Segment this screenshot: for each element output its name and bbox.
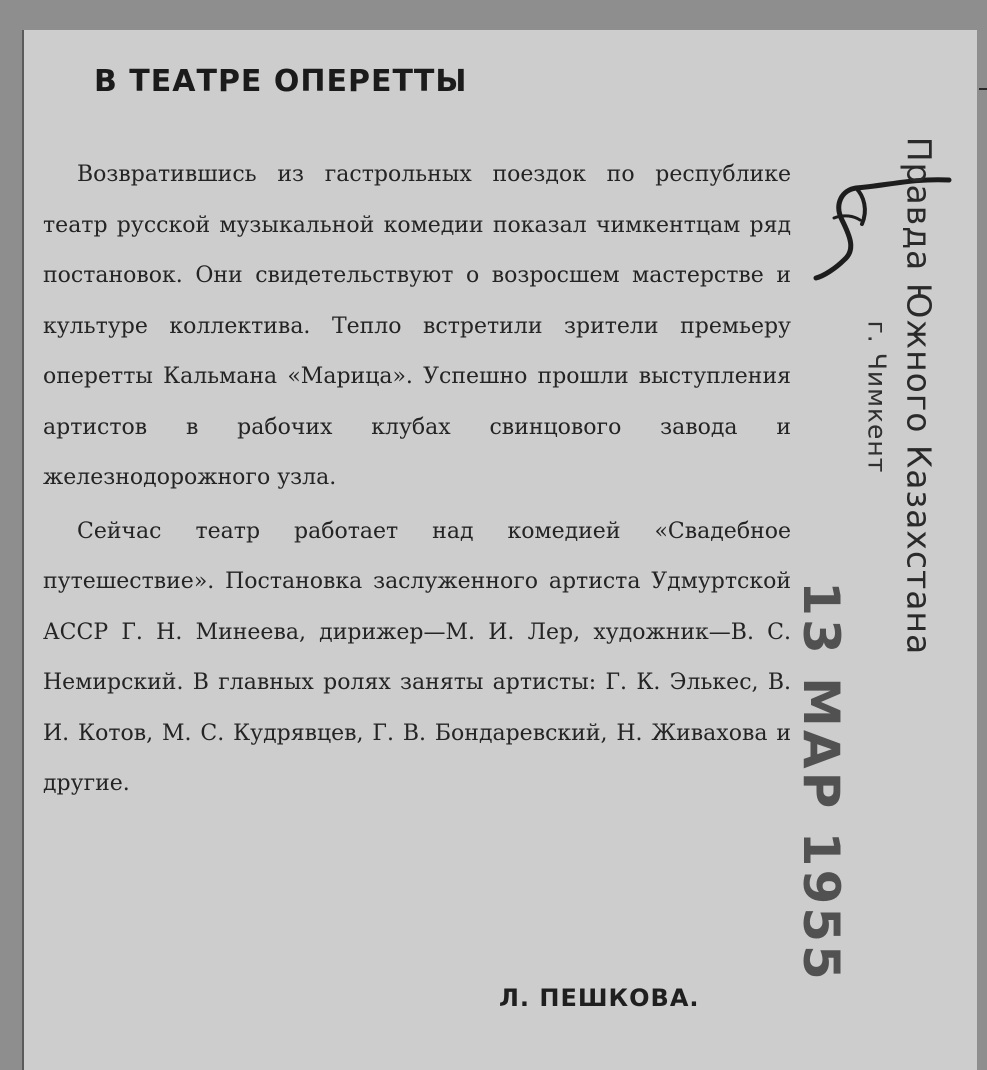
city-stamp: г. Чимкент xyxy=(862,320,892,474)
author-signature: Л. ПЕШКОВА. xyxy=(499,984,700,1012)
newspaper-name-stamp: Правда Южного Казахстана xyxy=(899,136,939,656)
article-paragraph-1: Возвратившись из гастрольных поездок по республике театр русской музыкальной комедии показал чимкентцам ряд постановок. Они свидетельствуют о возросшем мастерстве и культуре коллектива. Тепло встретили зрители премьеру оперетты Кальмана «Марица». Успешно прошли выступления артистов в рабочих клубах свинцового завода и железнодорожного узла. xyxy=(43,162,791,490)
article-headline: В ТЕАТРЕ ОПЕРЕТТЫ xyxy=(94,64,468,99)
article-paragraph-2: Сейчас театр работает над комедией «Свадебное путешествие». Постановка заслуженного артиста Удмуртской АССР Г. Н. Минеева, дирижер—М. И. Лер, художник—В. С. Немирский. В главных ролях заняты артисты: Г. К. Элькес, В. И. Котов, М. С. Кудрявцев, Г. В. Бондаревский, Н. Живахова и другие. xyxy=(43,518,791,796)
article-body xyxy=(43,150,791,810)
corner-mark xyxy=(979,88,987,108)
date-stamp: 13 МАР 1955 xyxy=(792,581,850,983)
newspaper-clipping xyxy=(22,30,977,1070)
